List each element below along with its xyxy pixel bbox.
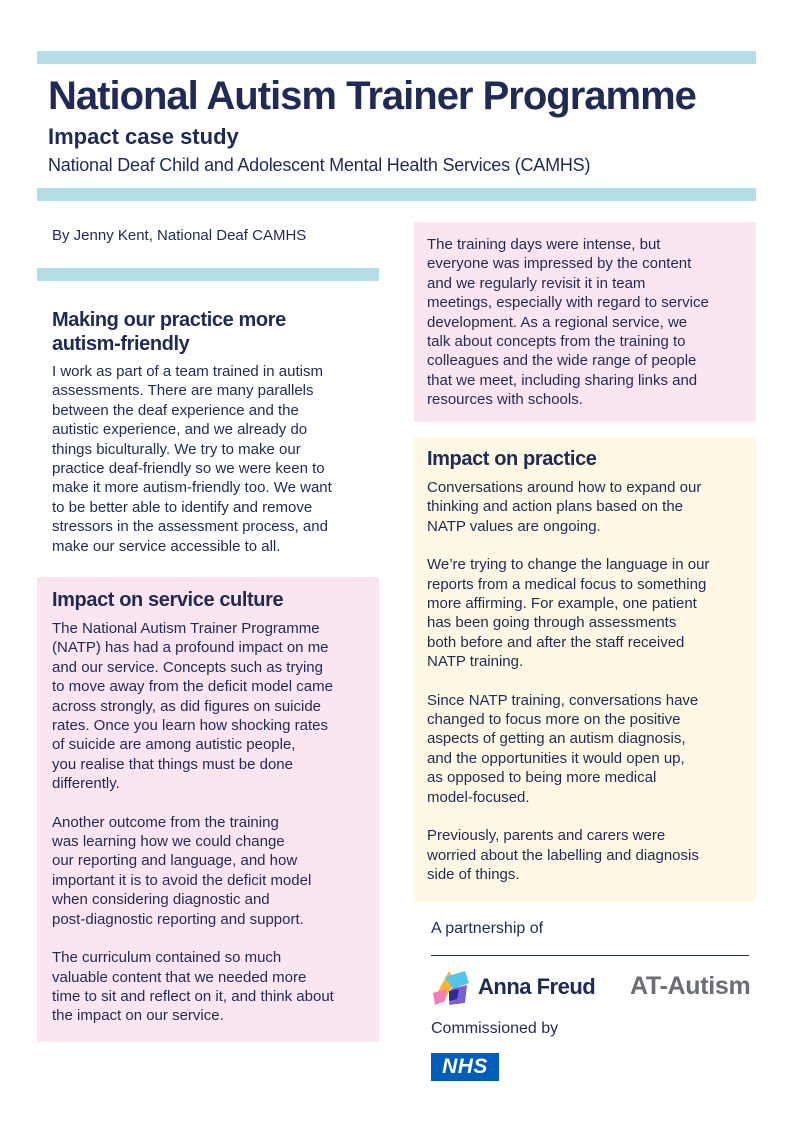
byline-divider-bar [37,268,379,281]
partner-anna-freud: Anna Freud [478,974,596,999]
section-paragraph: Another outcome from the training was learning how we could change our reporting and language, and how important it is to avoid the deficit model when considering diagnostic and post-diagnostic reporting and support. [52,813,312,928]
section-paragraph: We’re trying to change the language in our reports from a medical focus to something more affirming. For example, one patient has been going through assessments both before and after the staff received NATP training. [427,556,710,671]
section-heading: Impact on practice [427,448,597,470]
page-title: National Autism Trainer Programme [48,74,696,118]
section-autism-friendly [37,308,379,556]
section-impact-practice [414,437,756,902]
section-training-days [414,222,756,422]
partnership-label: A partnership of [431,920,544,937]
section-paragraph: Previously, parents and carers were worried about the labelling and diagnosis side of things. [427,827,699,883]
header-bottom-bar [37,188,756,201]
section-paragraph: The National Autism Trainer Programme (NATP) has had a profound impact on me and our service. Concepts such as trying to move away from the deficit model came across strongly, as did figures on suicide rates. Once you learn how shocking rates of suicide are among autistic people, you realise that things must be done differently. [52,620,333,793]
section-heading: Making our practice more autism-friendly [52,309,286,355]
service-name: National Deaf Child and Adolescent Mental Health Services (CAMHS) [48,155,591,175]
partner-at-autism: AT-Autism [630,972,751,1000]
section-body: The training days were intense, but everyone was impressed by the content and we regularly revisit it in team meetings, especially with regard to service development. As a regional service, we talk about concepts from the training to colleagues and the wide range of people that we meet, including sharing links and resources with schools. [427,236,709,409]
section-paragraph: Since NATP training, conversations have changed to focus more on the positive aspects of getting an autism diagnosis, and the opportunities it would open up, as opposed to being more medical model-focused. [427,691,699,806]
section-paragraph: Conversations around how to expand our thinking and action plans based on the NATP values are ongoing. [427,479,702,535]
section-heading: Impact on service culture [52,589,284,611]
page-subtitle: Impact case study [48,124,239,149]
section-body: I work as part of a team trained in autism assessments. There are many parallels between the deaf experience and the autistic experience, and we already do things biculturally. We try to make our practice deaf-friendly so we were keen to make it more autism-friendly too. We want to be better able to identify and remove stressors in the assessment process, and make our service accessible to all. [52,363,332,555]
byline: By Jenny Kent, National Deaf CAMHS [52,227,307,244]
anna-freud-logo-icon [431,967,473,1009]
header-top-bar [37,51,756,64]
section-paragraph: The curriculum contained so much valuable content that we needed more time to sit and reflect on it, and think about the impact on our service. [52,949,334,1025]
commissioned-label: Commissioned by [431,1020,559,1037]
partnership-divider [431,955,749,956]
nhs-logo: NHS [431,1053,499,1081]
section-service-culture [37,577,379,1042]
